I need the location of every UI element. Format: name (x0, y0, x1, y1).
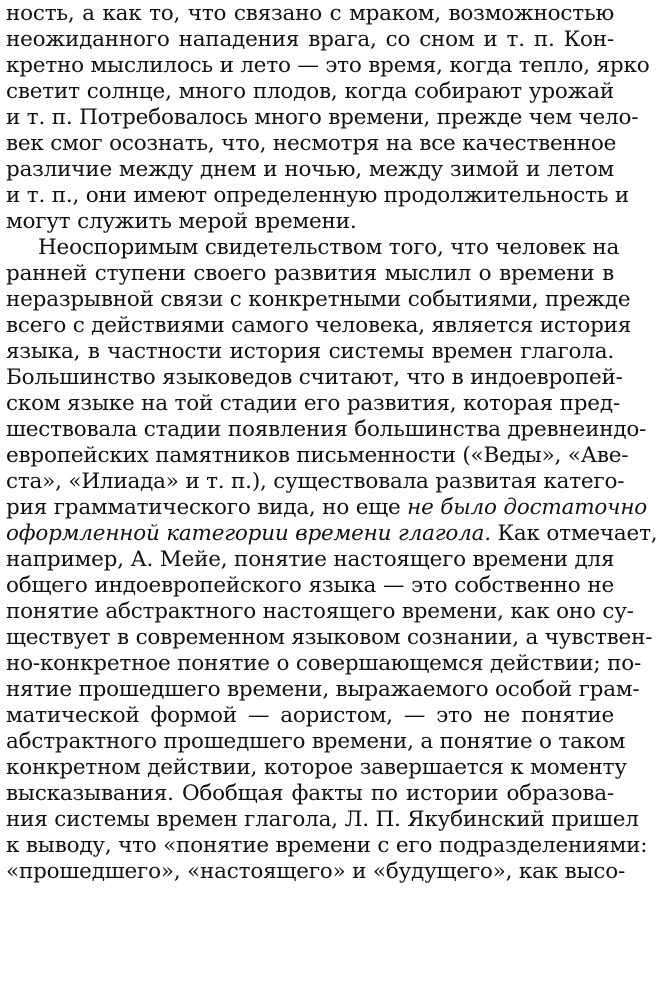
text-line: высказывания. Обобщая факты по истории образова- (6, 781, 614, 806)
text-line: Большинство языковедов считают, что в индоевропей- (6, 365, 623, 390)
text-line: нятие прошедшего времени, выражаемого особой грам- (6, 677, 640, 702)
text-line: «прошедшего», «настоящего» и «будущего», как высо- (6, 859, 626, 884)
text-line: светит солнце, много плодов, когда собирают урожай (6, 79, 614, 104)
text-line: различие между днем и ночью, между зимой и летом (6, 157, 614, 182)
text-line: всего с действиями самого человека, является история (6, 313, 632, 338)
text-line: рия грамматического вида, но еще не было достаточно (6, 495, 648, 520)
paragraph-first-line: Неоспоримым свидетельством того, что человек на (38, 235, 620, 260)
text-line: ность, а как то, что связано с мраком, возможностью (6, 1, 614, 26)
text-line: европейских памятников письменности («Веды», «Аве- (6, 443, 629, 468)
text-line: могут служить мерой времени. (6, 209, 357, 234)
text-line: конкретном действии, которое завершается к моменту (6, 755, 627, 780)
text-line: общего индоевропейского языка — это собственно не (6, 573, 614, 598)
text-line: ния системы времен глагола, Л. П. Якубинский пришел (6, 807, 639, 832)
text-line: шествовала стадии появления большинства древнеиндо- (6, 417, 647, 442)
text-line: ском языке на той стадии его развития, которая пред- (6, 391, 620, 416)
text-line: матической формой — аористом, — это не понятие (6, 703, 614, 728)
italic-emphasis: не было достаточно (407, 495, 648, 520)
text-line: понятие абстрактного настоящего времени, как оно су- (6, 599, 634, 624)
italic-emphasis: оформленной категории времени глагола. (6, 521, 491, 546)
text-line: ществует в современном языковом сознании, а чувствен- (6, 625, 653, 650)
text-line: неожиданного нападения врага, со сном и т. п. Кон- (6, 27, 614, 52)
text-line: к выводу, что «понятие времени с его подразделениями: (6, 833, 648, 858)
text-line: век смог осознать, что, несмотря на все качественное (6, 131, 617, 156)
text-line: ранней ступени своего развития мыслил о времени в (6, 261, 614, 286)
text-line: например, А. Мейе, понятие настоящего времени для (6, 547, 615, 572)
text-line: языка, в частности история системы времен глагола. (6, 339, 614, 364)
text-line: ста», «Илиада» и т. п.), существовала развитая катего- (6, 469, 625, 494)
text-line: кретно мыслилось и лето — это время, когда тепло, ярко (6, 53, 650, 78)
text-line: и т. п. Потребовалось много времени, прежде чем чело- (6, 105, 639, 130)
text-line: неразрывной связи с конкретными событиями, прежде (6, 287, 631, 312)
text-line: абстрактного прошедшего времени, а понятие о таком (6, 729, 626, 754)
book-page (6, 0, 657, 989)
text-line: и т. п., они имеют определенную продолжительность и (6, 183, 630, 208)
text-line: но-конкретное понятие о совершающемся действии; по- (6, 651, 642, 676)
text-line: оформленной категории времени глагола. Как отмечает, (6, 521, 657, 546)
